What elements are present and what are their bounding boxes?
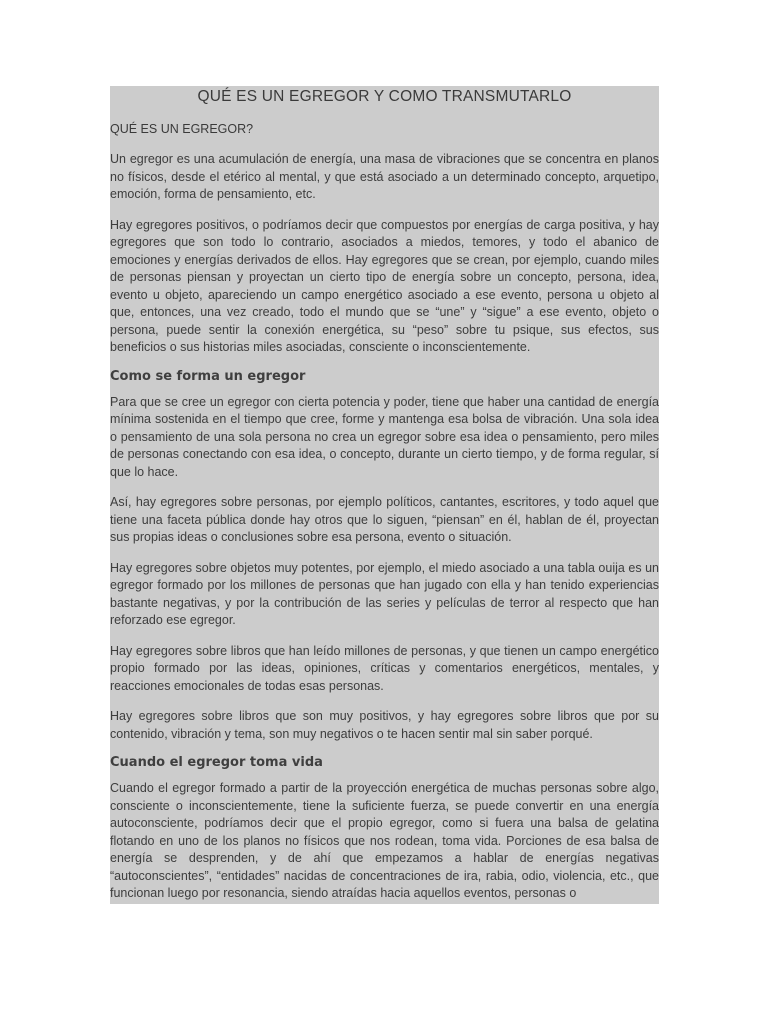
paragraph-section1-5: Hay egregores sobre libros que son muy positivos, y hay egregores sobre libros que por su contenido, vibración y tema, son muy negativos o te hacen sentir mal sin saber porqué. [110, 709, 659, 741]
paragraph-section2-1: Cuando el egregor formado a partir de la proyección energética de muchas personas sobre algo, consciente o inconscientemente, tiene la suficiente fuerza, se puede convertir en una energía autoconsciente, podríamos decir que el propio egregor, como si fuera una balsa de gelatina flotando en uno de los planos no físicos que nos rodean, toma vida. Porciones de esa balsa de energía se desprenden, y de ahí que empezamos a hablar de energías negativas “autoconscientes”, “entidades” nacidas de concentraciones de ira, rabia, odio, violencia, etc., que funcionan luego por resonancia, siendo atraídas hacia aquellos eventos, personas o [110, 781, 659, 900]
document-subtitle: QUÉ ES UN EGREGOR? [110, 122, 254, 136]
document-title: QUÉ ES UN EGREGOR Y COMO TRANSMUTARLO [197, 88, 572, 105]
paragraph-section1-2: Así, hay egregores sobre personas, por ejemplo políticos, cantantes, escritores, y todo aquel que tiene una faceta pública donde hay otros que lo siguen, “piensan” en él, hablan de él, proyectan sus propias ideas o conclusiones sobre esa persona, evento o situación. [110, 495, 659, 544]
section-heading-como-se-forma: Como se forma un egregor [110, 368, 306, 384]
paragraph-intro-2: Hay egregores positivos, o podríamos decir que compuestos por energías de carga positiva, y hay egregores que son todo lo contrario, asociados a miedos, temores, y todo el abanico de emociones y energías derivados de ellos. Hay egregores que se crean, por ejemplo, cuando miles de personas piensan y proyectan un cierto tipo de energía sobre un concepto, persona, idea, evento u objeto, apareciendo un campo energético asociado a ese evento, persona u objeto al que, entonces, una vez creado, todo el mundo que se “une” y “sigue” a ese evento, objeto o persona, puede sentir la conexión energética, su “peso” sobre tu psique, sus efectos, sus beneficios o sus historias miles asociadas, consciente o inconscientemente. [110, 217, 659, 354]
paragraph-intro-1: Un egregor es una acumulación de energía, una masa de vibraciones que se concentra en planos no físicos, desde el etérico al mental, y que está asociado a un determinado concepto, arquetipo, emoción, forma de pensamiento, etc. [110, 152, 659, 201]
paragraph-section1-1: Para que se cree un egregor con cierta potencia y poder, tiene que haber una cantidad de energía mínima sostenida en el tiempo que cree, forme y mantenga esa bolsa de vibración. Una sola idea o pensamiento de una sola persona no crea un egregor sobre esa idea o pensamiento, pero miles de personas conectando con esa idea, o concepto, durante un cierto tiempo, y de forma regular, sí que lo hace. [110, 394, 659, 479]
paragraph-section1-4: Hay egregores sobre libros que han leído millones de personas, y que tienen un campo energético propio formado por las ideas, opiniones, críticas y comentarios energéticos, mentales, y reacciones emocionales de todas esas personas. [110, 643, 659, 693]
paragraph-section1-3: Hay egregores sobre objetos muy potentes, por ejemplo, el miedo asociado a una tabla ouija es un egregor formado por los millones de personas que han jugado con ella y han tenido experiencias bastante negativas, y por la contribución de las series y películas de terror al respecto que han reforzado ese egregor. [110, 560, 659, 627]
document-page [110, 86, 659, 904]
section-heading-cuando-toma-vida: Cuando el egregor toma vida [110, 755, 323, 770]
